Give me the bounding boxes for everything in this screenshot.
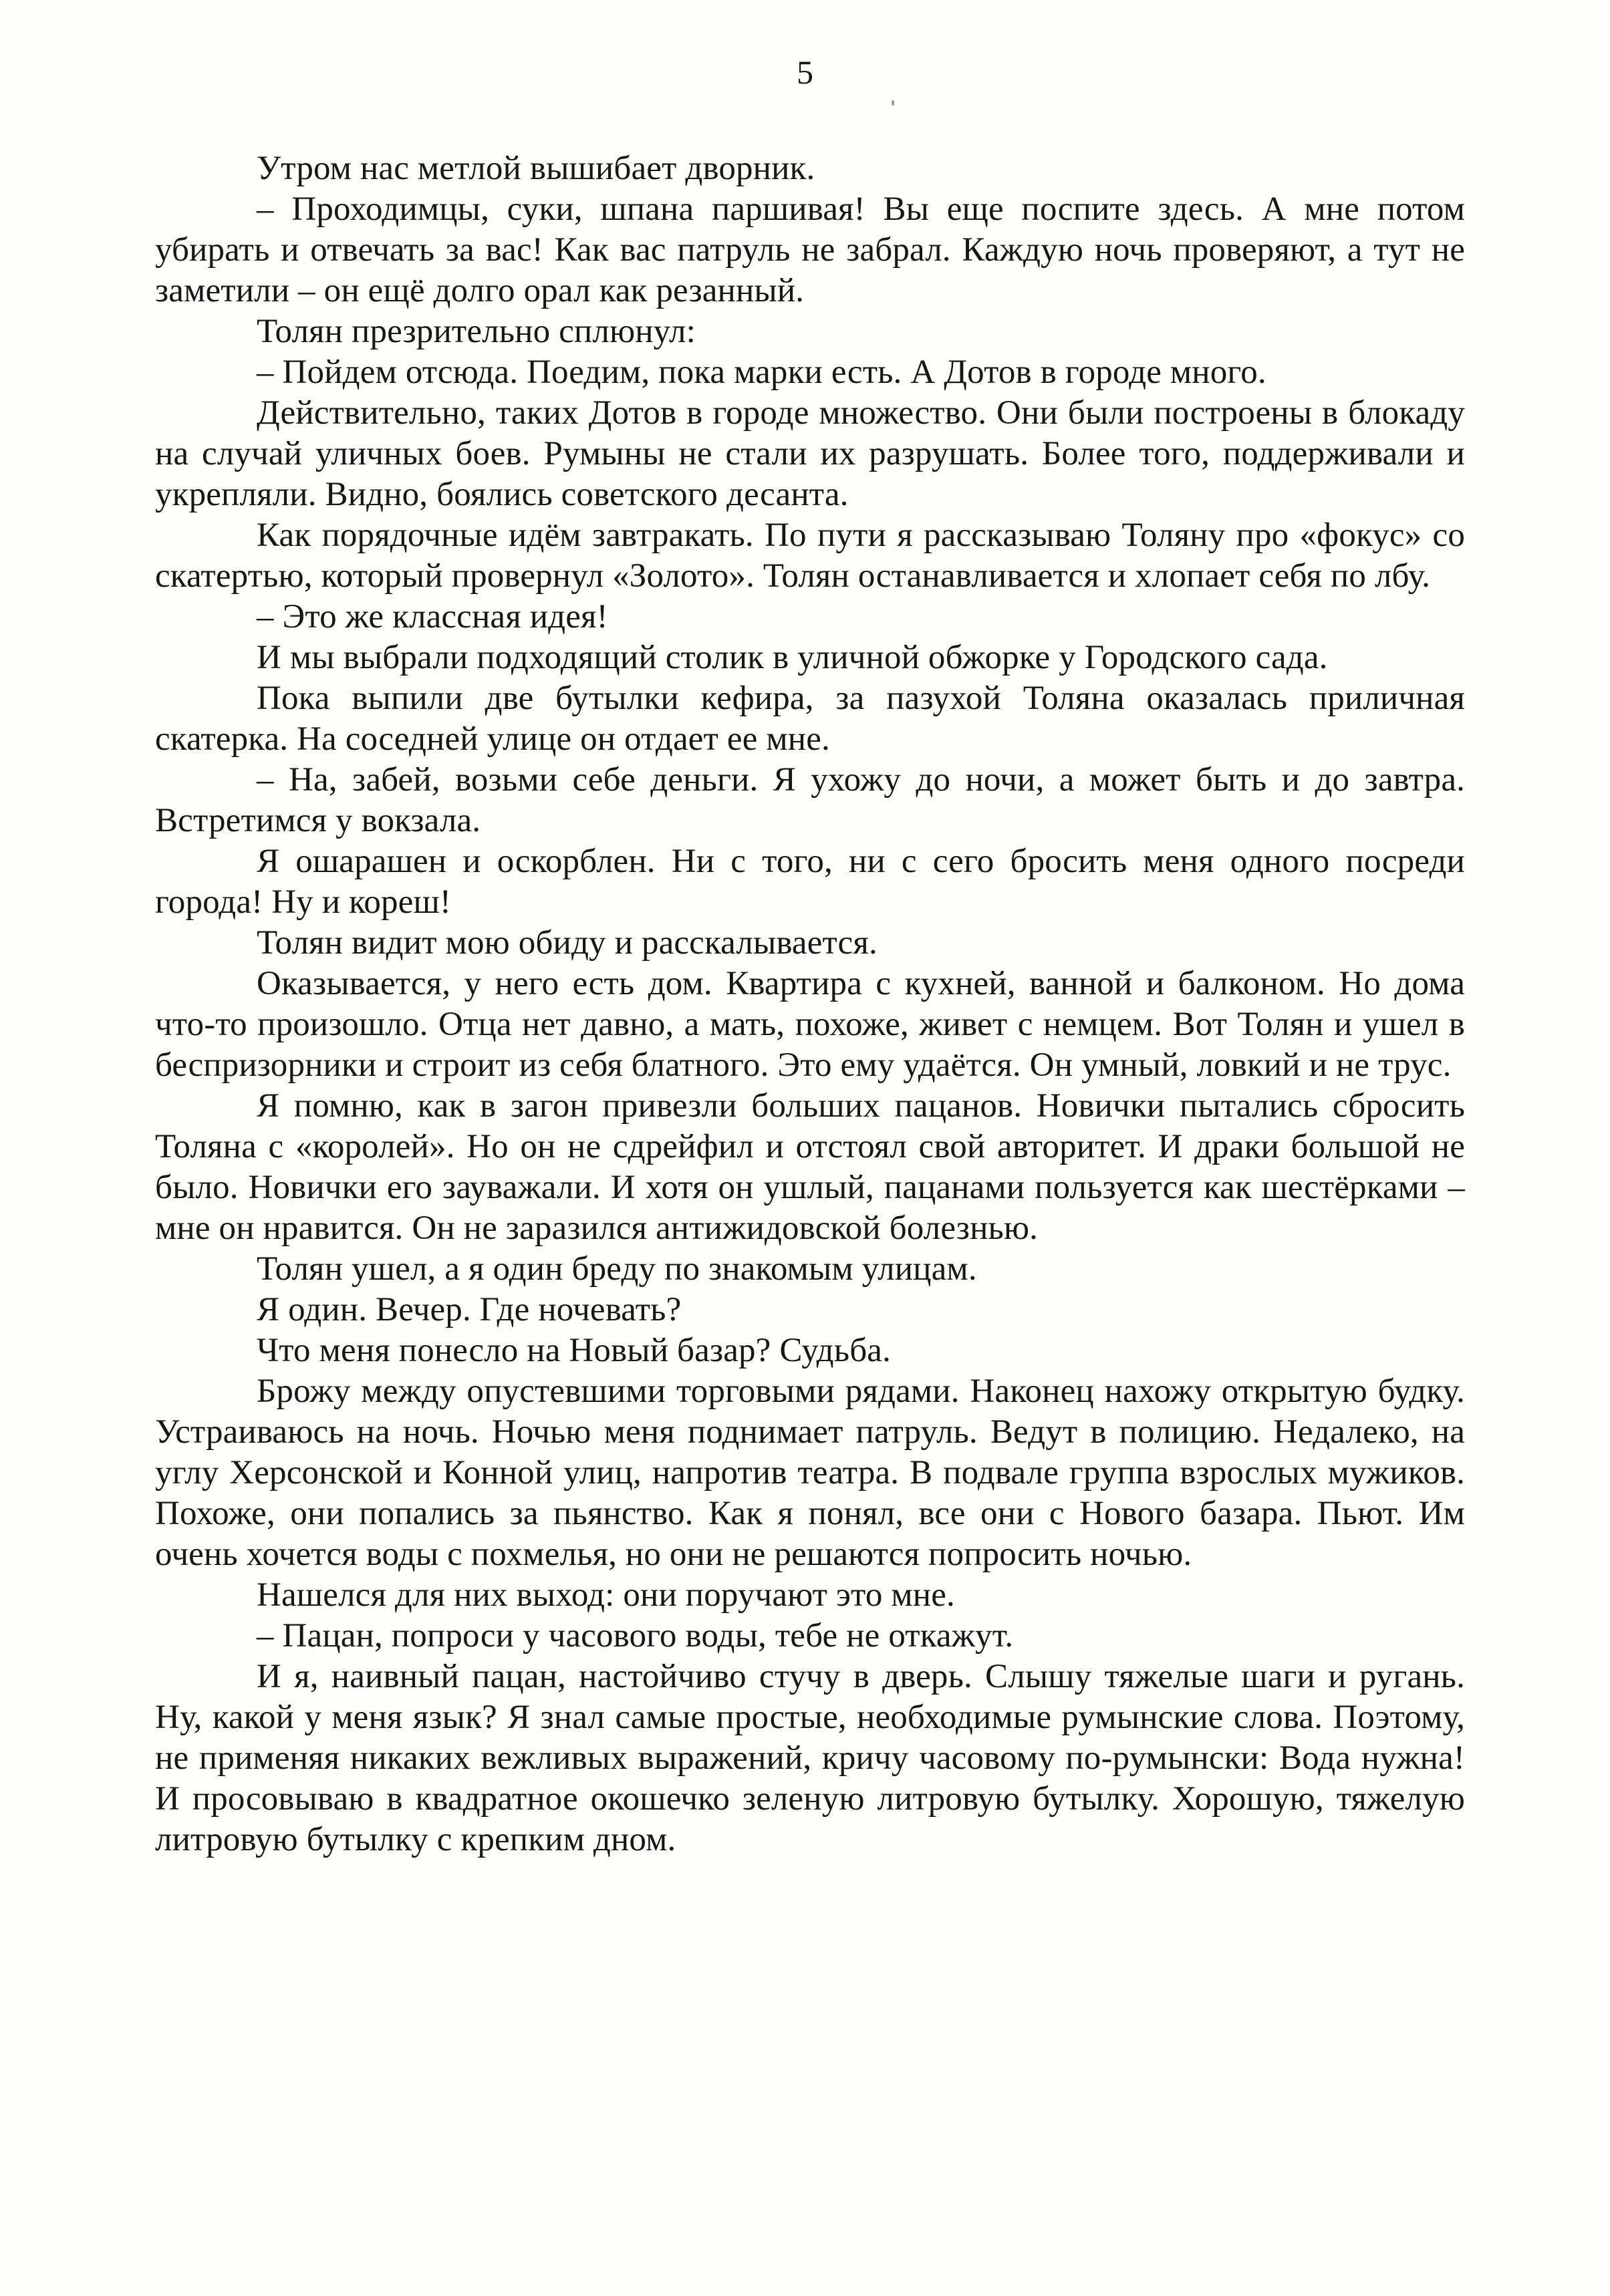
paragraph: И я, наивный пацан, настойчиво стучу в дверь. Слышу тяжелые шаги и ругань. Ну, какой у меня язык? Я знал самые простые, необходимые румынские слова. Поэтому, не применяя никаких вежливых выражений, кричу часовому по-румынски: Вода нужна! И просовываю в квадратное окошечко зеленую литровую бутылку. Хорошую, тяжелую литровую бутылку с крепким дном. xyxy=(155,1658,1465,1858)
paragraph: Я один. Вечер. Где ночевать? xyxy=(257,1291,682,1328)
paragraph: Я ошарашен и оскорблен. Ни с того, ни с сего бросить меня одного посреди города! Ну и кореш! xyxy=(155,843,1465,921)
paragraph: Брожу между опустевшими торговыми рядами. Наконец нахожу открытую будку. Устраиваюсь на ночь. Ночью меня поднимает патруль. Ведут в полицию. Недалеко, на углу Херсонской и Конной улиц, напротив театра. В подвале группа взрослых мужиков. Похоже, они попались за пьянство. Как я понял, все они с Нового базара. Пьют. Им очень хочется воды с похмелья, но они не решаются попросить ночью. xyxy=(155,1373,1465,1573)
paragraph: Как порядочные идём завтракать. По пути я рассказываю Толяну про «фокус» со скатертью, который провернул «Золото». Толян останавливается и хлопает себя по лбу. xyxy=(155,517,1465,595)
paragraph: Пока выпили две бутылки кефира, за пазухой Толяна оказалась приличная скатерка. На соседней улице он отдает ее мне. xyxy=(155,680,1465,758)
body-text xyxy=(155,148,1465,1860)
paragraph: Что меня понесло на Новый базар? Судьба. xyxy=(257,1332,891,1369)
paragraph: – Пацан, попроси у часового воды, тебе не откажут. xyxy=(257,1617,1014,1655)
paragraph: Толян презрительно сплюнул: xyxy=(257,313,696,350)
paragraph: – Это же классная идея! xyxy=(257,598,608,635)
paragraph: И мы выбрали подходящий столик в уличной обжорке у Городского сада. xyxy=(257,639,1328,676)
paragraph: Утром нас метлой вышибает дворник. xyxy=(257,150,815,187)
paragraph: Я помню, как в загон привезли больших пацанов. Новички пытались сбросить Толяна с «королей». Но он не сдрейфил и отстоял свой авторитет. И драки большой не было. Новички его зауважали. И хотя он ушлый, пацанами пользуется как шестёрками – мне он нравится. Он не заразился антижидовской болезнью. xyxy=(155,1087,1465,1247)
scan-speck xyxy=(892,100,894,106)
page-number: 5 xyxy=(797,53,813,91)
paragraph: – Пойдем отсюда. Поедим, пока марки есть. А Дотов в городе много. xyxy=(257,353,1266,391)
paragraph: Толян ушел, а я один бреду по знакомым улицам. xyxy=(257,1250,977,1288)
paragraph: – Проходимцы, суки, шпана паршивая! Вы еще поспите здесь. А мне потом убирать и отвечать за вас! Как вас патруль не забрал. Каждую ночь проверяют, а тут не заметили – он ещё долго орал как резанный. xyxy=(155,190,1465,309)
paragraph: Нашелся для них выход: они поручают это мне. xyxy=(257,1576,955,1614)
paragraph: – На, забей, возьми себе деньги. Я ухожу до ночи, а может быть и до завтра. Встретимся у вокзала. xyxy=(155,761,1465,839)
paragraph: Действительно, таких Дотов в городе множество. Они были построены в блокаду на случай уличных боев. Румыны не стали их разрушать. Более того, поддерживали и укрепляли. Видно, боялись советского десанта. xyxy=(155,394,1465,513)
paragraph: Толян видит мою обиду и расскалывается. xyxy=(257,924,878,962)
paragraph: Оказывается, у него есть дом. Квартира с кухней, ванной и балконом. Но дома что-то произошло. Отца нет давно, а мать, похоже, живет с немцем. Вот Толян и ушел в беспризорники и строит из себя блатного. Это ему удаётся. Он умный, ловкий и не трус. xyxy=(155,965,1465,1084)
